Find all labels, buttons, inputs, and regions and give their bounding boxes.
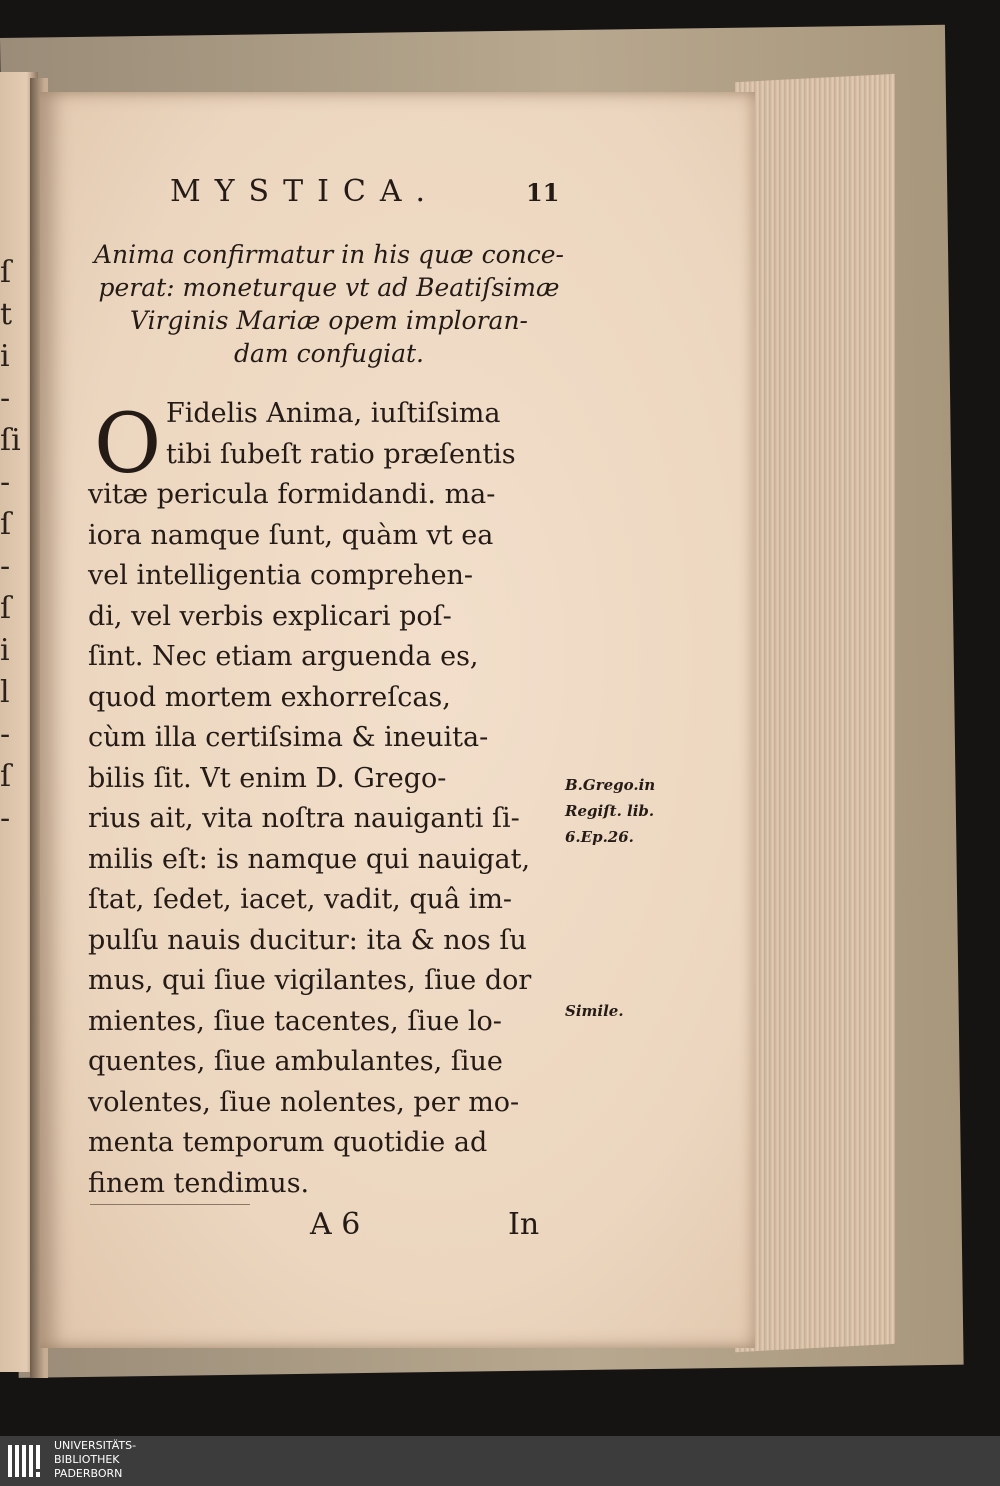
heading-line: Anima confirmatur in his quæ conce- [94, 240, 565, 269]
left-page-letter: t [0, 297, 13, 332]
left-page-letter: ſ [0, 591, 12, 626]
text-line: milis eſt: is namque qui nauigat, [88, 843, 531, 875]
left-page-letter: - [0, 549, 11, 584]
left-page-letter: ſi [0, 423, 21, 458]
left-page-letter: - [0, 381, 11, 416]
page-number: 11 [526, 178, 560, 207]
signature-mark: A 6 [310, 1207, 361, 1242]
text-line: mientes, ſiue tacentes, ſiue lo- [88, 1005, 502, 1037]
library-name-line: UNIVERSITÄTS- [54, 1439, 137, 1452]
text-line: pulſu nauis ducitur: ita & nos ſu [88, 924, 527, 956]
marginal-line: Simile. [565, 1002, 624, 1020]
left-page-letter: ſ [0, 759, 12, 794]
text-line: cùm illa certiſsima & ineuita- [88, 722, 489, 753]
left-page-letter: i [0, 633, 10, 668]
chapter-heading [94, 238, 564, 370]
text-line: vitæ pericula formidandi. ma- [88, 479, 496, 510]
text-line: mus, qui ſiue vigilantes, ſiue dor [88, 965, 532, 996]
text-line: tibi ſubeſt ratio præſentis [166, 438, 516, 470]
library-name-line: PADERBORN [54, 1467, 123, 1480]
left-page-letter: ſ [0, 255, 12, 290]
text-line: volentes, ſiue nolentes, per mo- [88, 1086, 520, 1118]
text-line: quentes, ſiue ambulantes, ſiue [88, 1046, 503, 1077]
marginal-line: Regiſt. lib. [565, 802, 655, 820]
footer-rule [90, 1204, 250, 1205]
text-line: finem tendimus. [88, 1167, 310, 1199]
running-title: MYSTICA. [170, 174, 440, 209]
left-page-letter: - [0, 717, 11, 752]
text-line: di, vel verbis explicari poſ- [88, 600, 452, 632]
left-page-letter: ſ [0, 507, 12, 542]
left-page-letter: l [0, 675, 10, 710]
library-name [54, 1439, 136, 1481]
library-footer-bar [0, 1436, 1000, 1486]
text-line: ſint. Nec etiam arguenda es, [88, 641, 479, 672]
library-name-line: BIBLIOTHEK [54, 1453, 120, 1466]
left-page-letter: - [0, 801, 11, 836]
text-line: iora namque ſunt, quàm vt ea [88, 519, 494, 551]
text-line: Fidelis Anima, iuſtiſsima [166, 398, 501, 429]
text-line: rius ait, vita noſtra nauiganti ſi- [88, 803, 520, 834]
left-page-letter: i [0, 339, 10, 374]
marginal-note-simile [565, 998, 624, 1024]
text-line: vel intelligentia comprehen- [88, 560, 474, 591]
drop-cap: O [94, 397, 162, 492]
text-line: bilis ſit. Vt enim D. Grego- [88, 762, 447, 794]
catchword: In [508, 1207, 540, 1242]
heading-line: perat: moneturque vt ad Beatiſsimæ [98, 273, 560, 302]
page-edges [735, 74, 895, 1352]
text-line: ſtat, ſedet, iacet, vadit, quâ im- [88, 884, 513, 915]
text-line: quod mortem exhorreſcas, [88, 681, 451, 713]
body-text [88, 394, 568, 1204]
text-line: menta temporum quotidie ad [88, 1127, 488, 1158]
left-page-letter: - [0, 465, 11, 500]
marginal-note-reference [565, 772, 655, 850]
marginal-line: B.Grego.in [565, 776, 656, 794]
book-page [40, 92, 755, 1348]
library-logo-icon [6, 1441, 46, 1481]
heading-line: Virginis Mariæ opem imploran- [130, 306, 528, 335]
marginal-line: 6.Ep.26. [565, 828, 634, 846]
heading-line: dam confugiat. [234, 339, 424, 368]
left-page-letters [0, 252, 20, 840]
